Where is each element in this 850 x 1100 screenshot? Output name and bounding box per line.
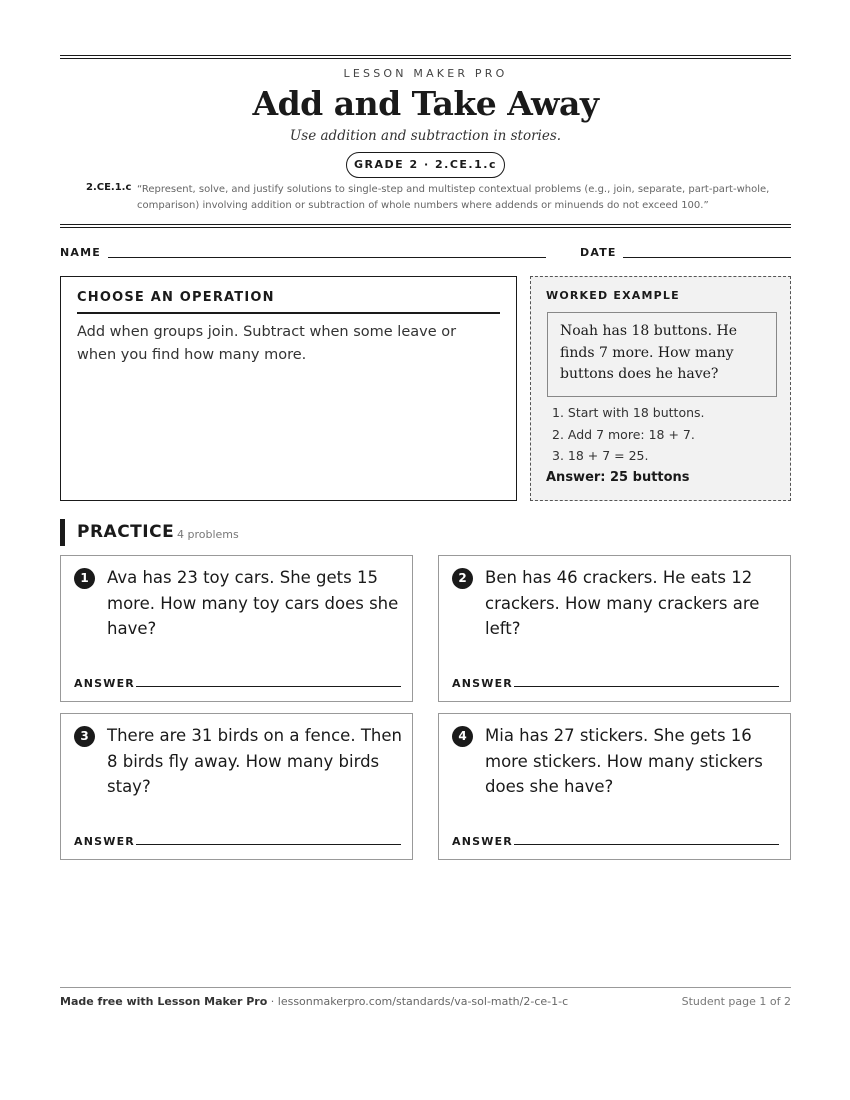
footer-rule — [60, 987, 791, 988]
worked-example-step: 3. 18 + 7 = 25. — [552, 448, 649, 464]
problem-card-2 — [438, 555, 791, 702]
worked-example-box — [530, 276, 791, 501]
header-rule-bottom-2 — [60, 227, 791, 228]
name-label: NAME — [60, 246, 101, 259]
worked-example-answer: Answer: 25 buttons — [546, 470, 690, 485]
answer-label: ANSWER — [74, 835, 135, 848]
practice-title: PRACTICE — [77, 522, 175, 542]
header-rule-top-2 — [60, 58, 791, 59]
answer-field[interactable] — [514, 686, 779, 687]
answer-field[interactable] — [136, 686, 401, 687]
answer-field[interactable] — [514, 844, 779, 845]
operation-body: Add when groups join. Subtract when some leave or when you find how many more. — [77, 324, 457, 363]
date-field[interactable] — [623, 257, 791, 258]
problem-text: There are 31 birds on a fence. Then 8 birds fly away. How many birds stay? — [107, 726, 402, 796]
worked-example-story: Noah has 18 buttons. He finds 7 more. How many buttons does he have? — [547, 312, 777, 397]
operation-box — [60, 276, 517, 501]
standard-code: 2.CE.1.c — [86, 182, 132, 193]
footer-page-number: Student page 1 of 2 — [681, 995, 791, 1008]
name-field[interactable] — [108, 257, 546, 258]
problem-card-4 — [438, 713, 791, 860]
footer-url[interactable]: · lessonmakerpro.com/standards/va-sol-math/2-ce-1-c — [267, 995, 569, 1008]
date-label: DATE — [580, 246, 617, 259]
problem-card-3 — [60, 713, 413, 860]
problem-number-badge: 1 — [74, 568, 95, 589]
footer-credit — [60, 995, 568, 1008]
brand-name: LESSON MAKER PRO — [343, 67, 508, 80]
answer-label: ANSWER — [74, 677, 135, 690]
practice-accent-bar — [60, 519, 65, 546]
worked-example-heading: WORKED EXAMPLE — [546, 289, 680, 302]
footer-made-with: Made free with Lesson Maker Pro — [60, 995, 268, 1008]
problem-card-1 — [60, 555, 413, 702]
problem-number-badge: 2 — [452, 568, 473, 589]
header-rule-top — [60, 55, 791, 56]
worked-example-steps — [552, 402, 705, 467]
worked-example-step: 1. Start with 18 buttons. — [552, 405, 705, 420]
header-rule-bottom — [60, 224, 791, 225]
page-title: Add and Take Away — [252, 84, 599, 123]
problem-text: Mia has 27 stickers. She gets 16 more stickers. How many stickers does she have? — [485, 726, 763, 796]
answer-field[interactable] — [136, 844, 401, 845]
worked-example-step: 2. Add 7 more: 18 + 7. — [552, 426, 695, 442]
practice-count: 4 problems — [177, 528, 239, 541]
problem-text: Ava has 23 toy cars. She gets 15 more. How many toy cars does she have? — [107, 568, 399, 638]
answer-label: ANSWER — [452, 835, 513, 848]
operation-heading: CHOOSE AN OPERATION — [77, 290, 275, 305]
grade-badge: GRADE 2 · 2.CE.1.c — [346, 152, 505, 178]
page-subtitle: Use addition and subtraction in stories. — [289, 128, 562, 144]
problem-number-badge: 3 — [74, 726, 95, 747]
problem-text: Ben has 46 crackers. He eats 12 crackers. How many crackers are left? — [485, 568, 760, 638]
standard-text: “Represent, solve, and justify solutions to single-step and multistep contextual problems (e.g., join, separate, part-part-whole, comparison) involving addition or subtraction of whole numbers where addends or minuends do not exceed 100.” — [137, 184, 770, 211]
operation-divider — [77, 312, 500, 314]
problem-number-badge: 4 — [452, 726, 473, 747]
answer-label: ANSWER — [452, 677, 513, 690]
